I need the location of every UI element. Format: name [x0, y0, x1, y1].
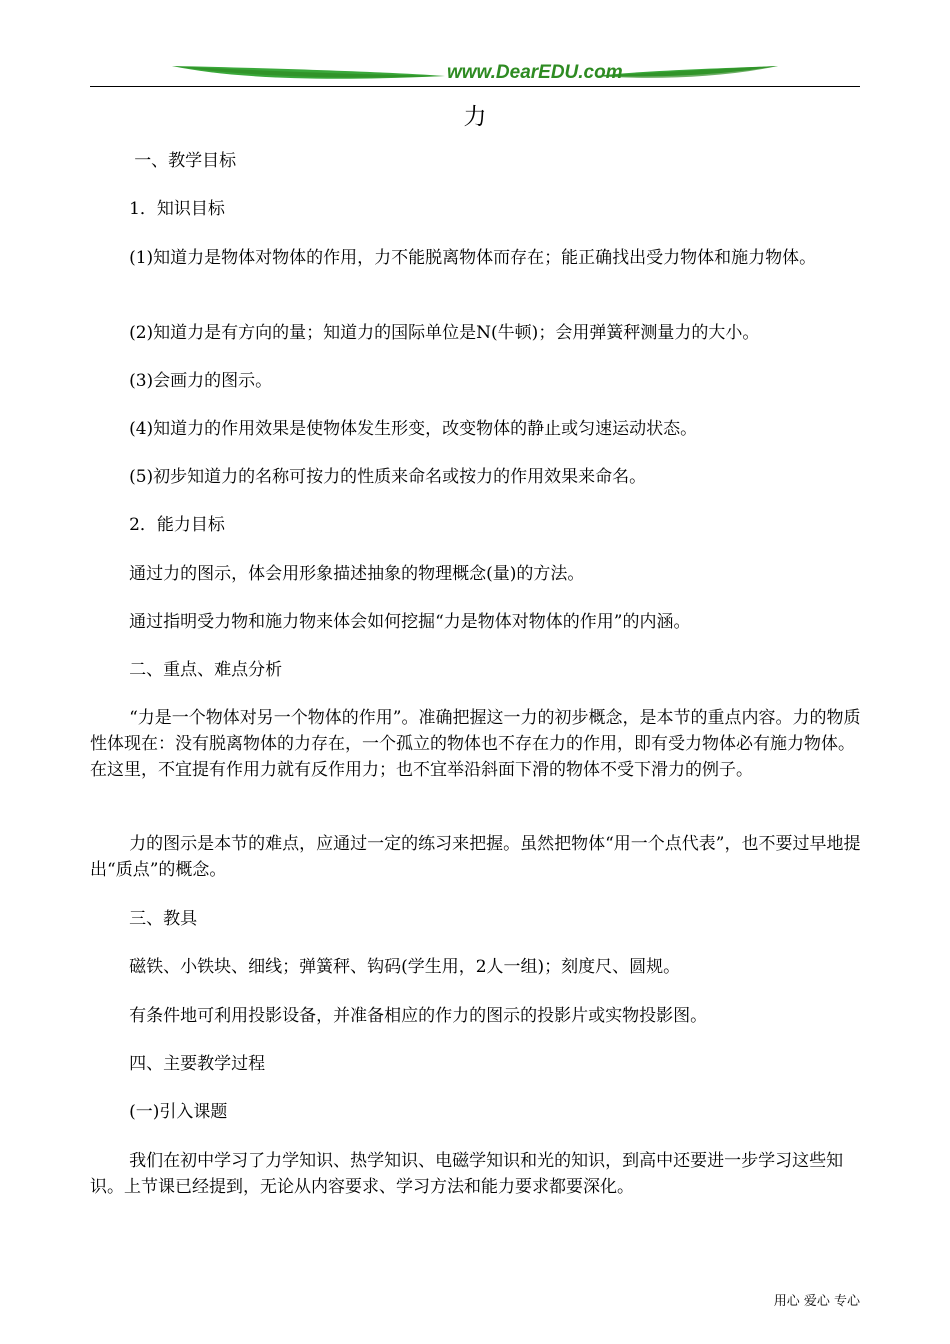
header-divider [90, 86, 860, 87]
paragraph: 通过力的图示，体会用形象描述抽象的物理概念(量)的方法。 [129, 564, 585, 584]
subsection-heading: 1．知识目标 [129, 199, 225, 219]
paragraph: 磁铁、小铁块、细线；弹簧秤、钩码(学生用，2人一组)；刻度尺、圆规。 [129, 957, 681, 977]
paragraph: 通过指明受力物和施力物来体会如何挖掘“力是物体对物体的作用”的内涵。 [129, 612, 691, 632]
paragraph: “力是一个物体对另一个物体的作用”。准确把握这一力的初步概念，是本节的重点内容。力的物质性体现在：没有脱离物体的力存在，一个孤立的物体也不存在力的作用，即有受力物体必有施力物体。在这里，不宜提有作用力就有反作用力；也不宜举沿斜面下滑的物体不受下滑力的例子。 [90, 708, 861, 780]
paragraph: (1)知道力是物体对物体的作用，力不能脱离物体而存在；能正确找出受力物体和施力物体。 [129, 248, 817, 268]
paragraph: (4)知道力的作用效果是使物体发生形变，改变物体的静止或匀速运动状态。 [129, 419, 698, 439]
section-heading: 二、重点、难点分析 [129, 660, 283, 680]
site-logo-text: www.DearEDU.com [447, 62, 623, 83]
paragraph: 有条件地可利用投影设备，并准备相应的作力的图示的投影片或实物投影图。 [129, 1006, 708, 1026]
page-title: 力 [463, 104, 487, 130]
paragraph: (3)会画力的图示。 [129, 371, 273, 391]
section-heading: 一、教学目标 [134, 151, 237, 171]
section-heading: 三、教具 [129, 909, 198, 929]
paragraph: 力的图示是本节的难点，应通过一定的练习来把握。虽然把物体“用一个点代表”，也不要过早地提出“质点”的概念。 [90, 834, 861, 880]
subsection-heading: 2．能力目标 [129, 515, 225, 535]
paragraph: (2)知道力是有方向的量；知道力的国际单位是N(牛顿)；会用弹簧秤测量力的大小。 [129, 323, 760, 343]
subsection-heading: (一)引入课题 [129, 1102, 228, 1122]
section-heading: 四、主要教学过程 [129, 1054, 266, 1074]
paragraph: (5)初步知道力的名称可按力的性质来命名或按力的作用效果来命名。 [129, 467, 647, 487]
paragraph: 我们在初中学习了力学知识、热学知识、电磁学知识和光的知识，到高中还要进一步学习这些知识。上节课已经提到，无论从内容要求、学习方法和能力要求都要深化。 [90, 1151, 844, 1197]
page-footer: 用心 爱心 专心 [773, 1294, 860, 1309]
